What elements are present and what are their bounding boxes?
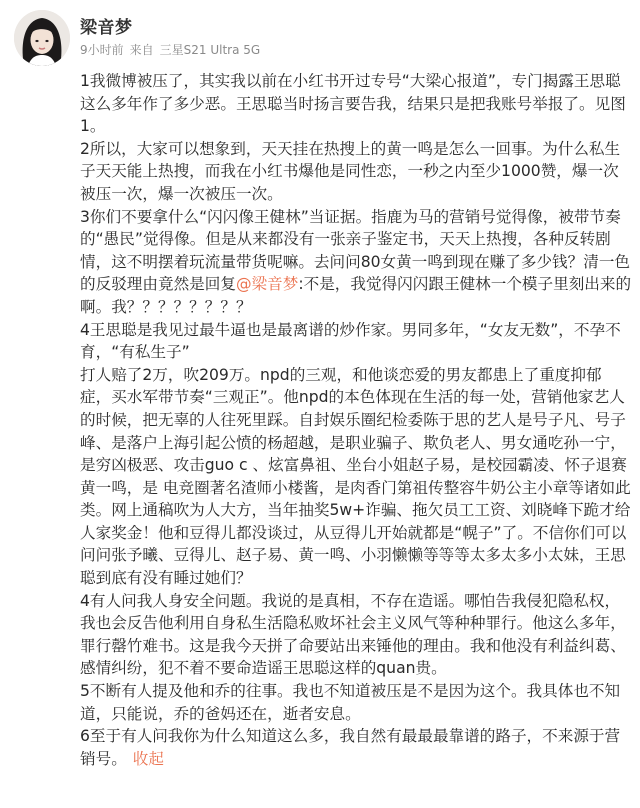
post-content [80, 70, 632, 770]
mention-link[interactable]: @梁音梦 [235, 275, 299, 294]
paragraph-3-text-b: :不是，我觉得闪闪跟王健林一个模子里刻出来的啊。我？？？？？？？？ [80, 275, 632, 316]
paragraph-2: 2所以，大家可以想象到，天天挂在热搜上的黄一鸣是怎么一回事。为什么私生子天天能上热搜，而我在小红书爆他是同性恋，一秒之内至少1000赞，爆一次被压一次，爆一次被压一次。 [80, 139, 621, 203]
paragraph-4-heading: 4王思聪是我见过最牛逼也是最离谱的炒作家。男同多年，“女友无数”，不孕不育，“有私生子” [80, 320, 621, 362]
post-meta [80, 41, 266, 58]
paragraph-3 [80, 206, 632, 319]
avatar-photo-icon [14, 10, 70, 66]
paragraph-7 [80, 725, 632, 770]
source-prefix: 来自 [129, 43, 154, 57]
paragraph-6: 5不断有人提及他和乔的往事。我也不知道被压是不是因为这个。我具体也不知道，只能说，乔的爸妈还在，逝者安息。 [80, 682, 621, 723]
paragraph-7-text: 6至于有人问我你为什么知道这么多，我自然有最最最靠谱的路子，不来源于营销号。 [80, 727, 621, 768]
device-source[interactable]: 三星S21 Ultra 5G [159, 43, 261, 57]
post-time: 9小时前 [80, 43, 124, 57]
author-name[interactable]: 梁音梦 [80, 18, 133, 38]
collapse-button[interactable]: 收起 [132, 749, 164, 768]
paragraph-4-body: 打人赔了2万，吹209万。npd的三观，和他谈恋爱的男友都患上了重度抑郁症，买水军带节奏“三观正”。他npd的本色体现在生活的每一处，营销他家艺人的时候，把无辜的人往死里踩。自封娱乐圈纪检委陈于思的艺人是号子凡、号子峰、是落户上海引起公愤的杨超越，是职业骗子、欺负老人、男女通吃孙一宁，是穷凶极恶、攻击guo c 、炫富鼻祖、坐台小姐赵子易，是校园霸凌、怀子退赛黄一鸣，是 电竞圈著名渣师小楼酱，是肉香门第祖传整容牛奶公主小章等诸如此类。网上通稿吹为人大方，当年抽奖5w+诈骗、拖欠员工工资、刘晓峰下跪才给人家奖金！他和豆得儿都没谈过，从豆得儿开始就都是“幌子”了。不信你们可以问问张予曦、豆得儿、赵子易、黄一鸣、小羽懒懒等等等太多太多小太妹，王思聪到底有没有睡过她们？ [80, 365, 631, 588]
paragraph-3-text-a: 3你们不要拿什么“闪闪像王健林”当证据。指鹿为马的营销号觉得像，被带节奏的“愚民”觉得像。但是从来都没有一张亲子鉴定书，天天上热搜，各种反转剧情，这不明摆着玩流量带货呢嘛。去问问80女黄一鸣到现在赚了多少钱？清一色的反驳理由竟然是回复 [80, 207, 631, 294]
avatar[interactable] [14, 10, 70, 66]
paragraph-1: 1我微博被压了，其实我以前在小红书开过专号“大梁心报道”，专门揭露王思聪这么多年作了多少恶。王思聪当时扬言要告我，结果只是把我账号举报了。见图1。 [80, 72, 626, 136]
paragraph-5: 4有人问我人身安全问题。我说的是真相，不存在造谣。哪怕告我侵犯隐私权，我也会反告他利用自身私生活隐私败坏社会主义风气等种种罪行。他这么多年，罪行罄竹难书。这是我今天拼了命要站出来锤他的理由。我和他没有利益纠葛、感情纠纷，犯不着不要命造谣王思聪这样的quan贵。 [80, 591, 626, 678]
